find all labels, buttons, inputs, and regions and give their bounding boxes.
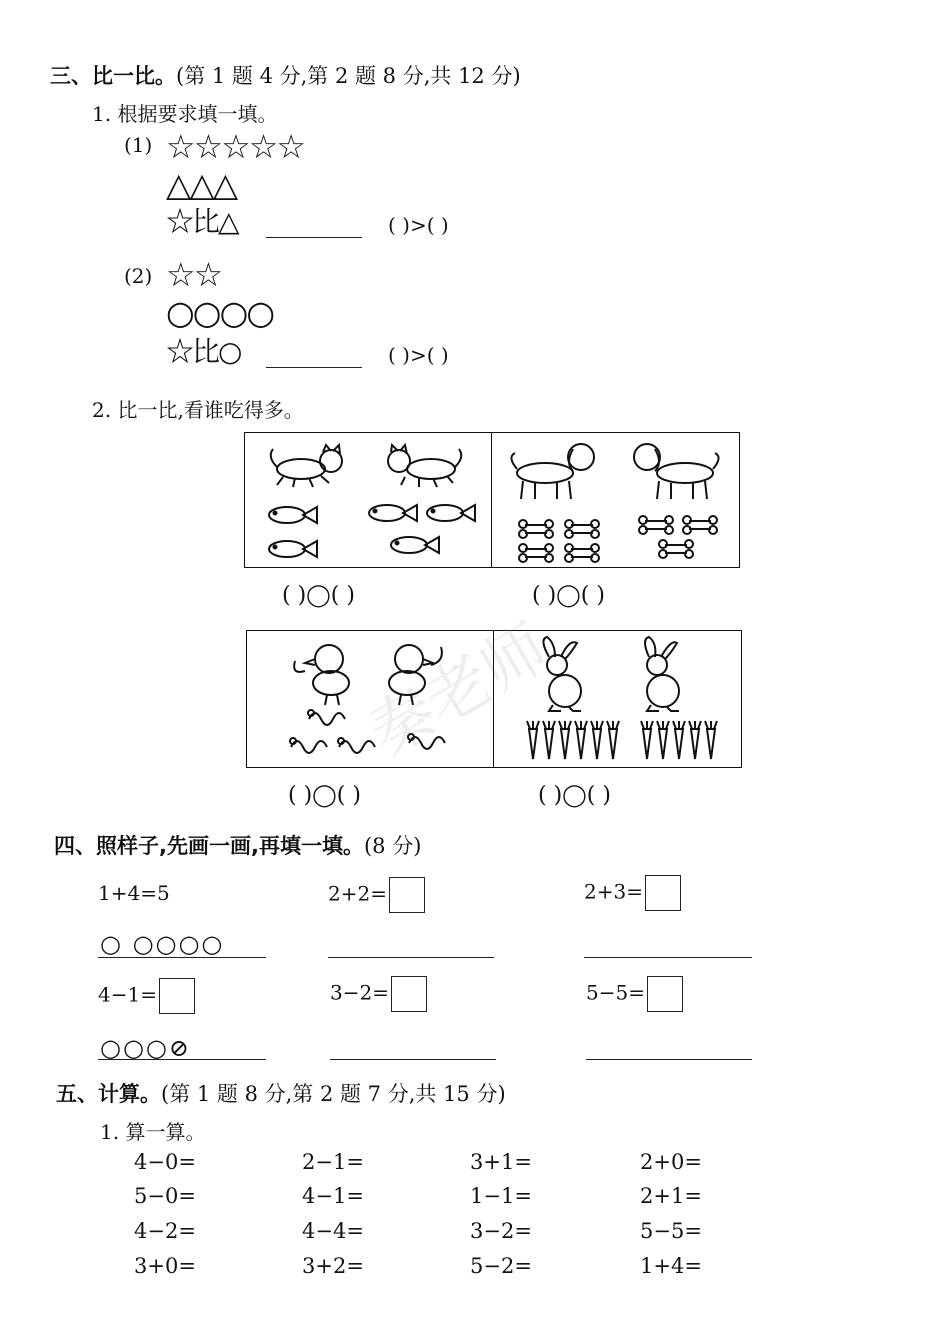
answer-compare-2[interactable]: ( )>( ) (388, 343, 449, 367)
draw-line-4[interactable] (98, 1059, 266, 1060)
blank-line-2[interactable] (266, 367, 362, 368)
fish-icon (269, 507, 317, 523)
calc-item[interactable]: 5−5= (640, 1219, 702, 1243)
compare-blank-2[interactable]: ( )◯( ) (532, 583, 605, 608)
section-4-heading: 四、照样子,先画一画,再填一填。 (54, 834, 364, 858)
calc-item[interactable]: 4−4= (302, 1219, 364, 1243)
carrot-icon (527, 721, 539, 759)
carrot-icon (543, 721, 555, 759)
section-4-points: (8 分) (363, 834, 422, 858)
equation-6 (586, 976, 683, 1012)
dog-icon (634, 444, 719, 499)
bone-icon (683, 516, 717, 534)
example-equation: 1+4=5 (98, 881, 170, 905)
calc-item[interactable]: 3+0= (134, 1254, 196, 1278)
calc-item[interactable]: 1+4= (640, 1254, 702, 1278)
draw-line-2[interactable] (328, 957, 494, 958)
draw-line-1[interactable] (98, 957, 266, 958)
triangles-row: △△△ (166, 165, 237, 204)
calc-item[interactable]: 3+2= (302, 1254, 364, 1278)
dog-icon (511, 444, 594, 499)
carrot-icon (705, 721, 717, 759)
section-5-points: (第 1 题 8 分,第 2 题 7 分,共 15 分) (161, 1082, 506, 1106)
calc-item[interactable]: 4−1= (302, 1184, 364, 1208)
q1-title: 1. 根据要求填一填。 (92, 102, 278, 126)
section-3-heading-row (50, 60, 521, 90)
carrot-icon (591, 721, 603, 759)
example-crossed-circles: ○○○⊘ (100, 1034, 191, 1062)
bone-icon (519, 544, 553, 562)
bone-icon (659, 540, 693, 558)
compare-prefix-1: ☆比△ (166, 205, 238, 238)
watermark: 秦老师 (357, 611, 561, 772)
calc-item[interactable]: 2+0= (640, 1150, 702, 1174)
equation-5-text: 3−2= (330, 980, 389, 1005)
answer-box-5[interactable] (391, 976, 427, 1012)
part1-label: (1) (124, 133, 153, 157)
compare-blank-4[interactable]: ( )◯( ) (538, 783, 611, 808)
calc-item[interactable]: 4−2= (134, 1219, 196, 1243)
calc-item[interactable]: 2−1= (302, 1150, 364, 1174)
dogs-and-bones-illustration (493, 433, 739, 567)
carrot-icon (559, 721, 571, 759)
answer-box-4[interactable] (159, 978, 195, 1014)
section-3-points: (第 1 题 4 分,第 2 题 8 分,共 12 分) (176, 64, 521, 88)
calc-item[interactable]: 2+1= (640, 1184, 702, 1208)
cat-icon (271, 445, 342, 487)
section-5-heading: 五、计算。 (56, 1082, 161, 1106)
calc-item[interactable]: 4−0= (134, 1150, 196, 1174)
answer-box-6[interactable] (647, 976, 683, 1012)
blank-line-1[interactable] (266, 237, 362, 238)
fish-icon (391, 537, 439, 553)
bone-icon (639, 516, 673, 534)
circles-row: ○○○○ (166, 293, 274, 332)
q2-title: 2. 比一比,看谁吃得多。 (92, 398, 304, 422)
stars-row-2: ☆☆ (166, 255, 222, 294)
answer-compare-1[interactable]: ( )>( ) (388, 213, 449, 237)
carrot-icon (673, 721, 685, 759)
section-4-heading-row (54, 830, 421, 860)
carrots-group-left (527, 721, 619, 759)
answer-box-3[interactable] (645, 875, 681, 911)
equation-2 (328, 877, 425, 913)
carrot-icon (575, 721, 587, 759)
section-5-heading-row (56, 1078, 506, 1108)
equation-2-text: 2+2= (328, 881, 387, 906)
carrots-group-right (641, 721, 717, 759)
compare-blank-3[interactable]: ( )◯( ) (288, 783, 361, 808)
bone-icon (565, 520, 599, 538)
fish-icon (427, 505, 475, 521)
rabbit-icon (645, 637, 679, 711)
equation-5 (330, 976, 427, 1012)
calc-item[interactable]: 1−1= (470, 1184, 532, 1208)
answer-box-2[interactable] (389, 877, 425, 913)
fish-icon (269, 541, 317, 557)
equation-4 (98, 978, 195, 1014)
equation-6-text: 5−5= (586, 980, 645, 1005)
carrot-icon (641, 721, 653, 759)
part2-label: (2) (124, 264, 153, 288)
worm-icon (290, 738, 327, 753)
cat-icon (388, 445, 461, 487)
calc-item[interactable]: 5−2= (470, 1254, 532, 1278)
stars-row-1: ☆☆☆☆☆ (166, 127, 304, 166)
compare-blank-1[interactable]: ( )◯( ) (282, 583, 355, 608)
carrot-icon (657, 721, 669, 759)
draw-line-5[interactable] (330, 1059, 496, 1060)
carrot-icon (689, 721, 701, 759)
equation-4-text: 4−1= (98, 982, 157, 1007)
cats-and-fish-illustration (245, 433, 491, 567)
compare-prefix-2: ☆比○ (166, 335, 241, 368)
calc-item[interactable]: 5−0= (134, 1184, 196, 1208)
draw-line-3[interactable] (584, 957, 752, 958)
worm-icon (338, 738, 375, 753)
equation-3-text: 2+3= (584, 879, 643, 904)
bone-icon (565, 544, 599, 562)
draw-line-6[interactable] (586, 1059, 752, 1060)
panel-divider (491, 433, 492, 567)
calc-item[interactable]: 3+1= (470, 1150, 532, 1174)
calc-title: 1. 算一算。 (100, 1120, 206, 1144)
chick-icon (294, 645, 349, 705)
carrot-icon (607, 721, 619, 759)
worm-icon (308, 710, 345, 725)
section-3-heading: 三、比一比。 (50, 64, 176, 88)
comparison-panel-1 (244, 432, 740, 568)
fish-icon (369, 505, 417, 521)
bone-icon (519, 520, 553, 538)
equation-3 (584, 875, 681, 911)
calc-item[interactable]: 3−2= (470, 1219, 532, 1243)
example-circles: ○ ○○○○ (100, 930, 225, 958)
